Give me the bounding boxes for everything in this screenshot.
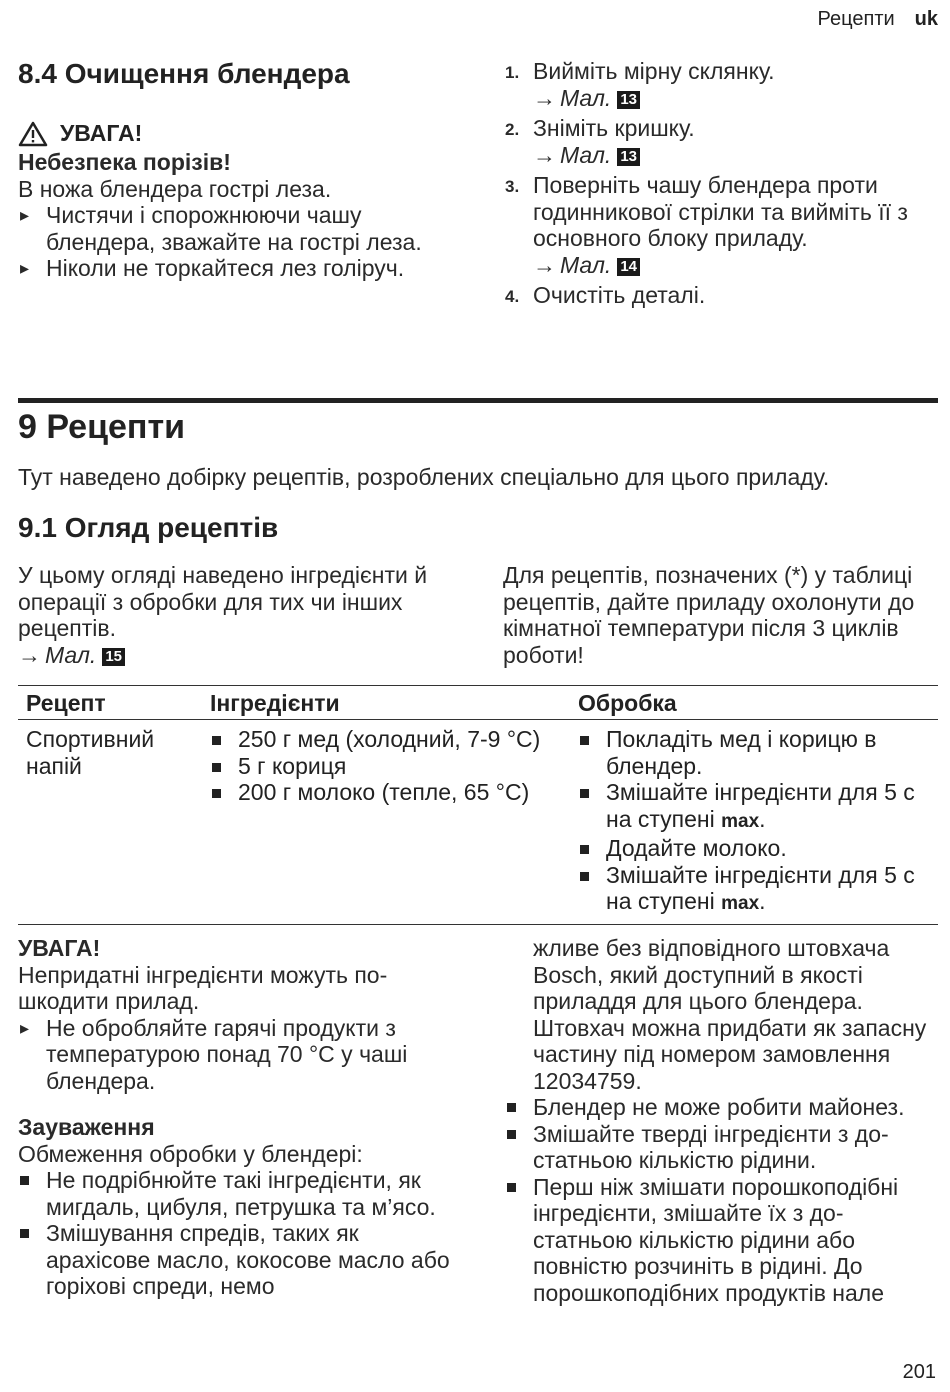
arrow-right-icon: → <box>18 641 41 668</box>
section-8-4-title: 8.4 Очищення блендера <box>18 58 350 89</box>
processing-step-text: Покладіть мед і корицю в блендер. <box>606 726 877 779</box>
processing-list <box>578 726 930 918</box>
figure-badge: 13 <box>617 91 640 109</box>
section-9-1-right: Для рецептів, позначених (*) у таблиці рецептів, дайте приладу охолонути до кімнатної температури після 3 циклів роботи! <box>503 562 915 668</box>
caution-bullets <box>18 1015 458 1095</box>
step-text: Очистіть деталі. <box>533 282 706 308</box>
figure-reference <box>533 142 935 169</box>
step-end: . <box>759 805 766 832</box>
processing-step-text: Змішайте інгредієнти для 5 с на ступені <box>606 779 915 832</box>
step-item <box>505 282 935 309</box>
processing-cell <box>570 720 938 924</box>
processing-step-text: Додайте молоко. <box>606 835 787 861</box>
step-item <box>505 115 935 168</box>
table-row <box>18 720 938 924</box>
section-9-1-title: 9.1 Огляд рецептів <box>18 512 279 543</box>
col-header-processing: Обробка <box>570 686 938 720</box>
ref-label: Мал. <box>560 141 612 168</box>
notes-list-left <box>18 1167 458 1300</box>
note-item: Змішування спредів, таких як арахісове масло, кокосове масло або горіхові спреди, немо <box>18 1220 458 1300</box>
step-number: 4. <box>505 287 520 306</box>
figure-reference <box>533 252 935 279</box>
note-item: Не подрібнюйте такі інгредієнти, як мигдаль, цибуля, петрушка та м’ясо. <box>18 1167 458 1220</box>
page-number: 201 <box>902 1361 936 1383</box>
col-header-recipe: Рецепт <box>18 686 202 720</box>
step-text: Вийміть мірну склянку. <box>533 58 775 84</box>
notes-title: Зауваження <box>18 1114 155 1140</box>
note-item: Блендер не може робити майонез. <box>505 1094 935 1121</box>
step-number: 1. <box>505 63 520 82</box>
header-lang: uk <box>914 8 938 30</box>
notes-right-column <box>505 935 935 1306</box>
ingredient-item: 5 г кориця <box>210 753 562 780</box>
processing-step <box>578 835 930 862</box>
figure-reference <box>533 85 935 112</box>
speed-level: max <box>721 893 760 914</box>
chapter-9-title: 9 Рецепти <box>18 408 185 446</box>
ref-label: Мал. <box>560 251 612 278</box>
processing-step <box>578 862 930 918</box>
notes-left-column <box>18 935 458 1300</box>
ref-label: Мал. <box>560 84 612 111</box>
chapter-rule <box>18 398 938 403</box>
figure-badge: 15 <box>102 648 125 666</box>
section-8-4-steps <box>505 58 935 313</box>
step-text: Зніміть кришку. <box>533 115 695 141</box>
notes-intro: Обмеження обробки у блендері: <box>18 1140 363 1167</box>
recipe-table <box>18 686 938 924</box>
figure-reference <box>18 642 463 669</box>
processing-step <box>578 726 930 779</box>
step-number: 2. <box>505 120 520 139</box>
warning-triangle-icon <box>18 121 48 147</box>
hazard-bullet: ▸ Чистячи і спорожнюючи чашу блендера, зважайте на гострі леза. <box>18 202 458 255</box>
table-bottom-rule <box>18 924 938 925</box>
section-8-4-left <box>18 58 458 282</box>
figure-badge: 13 <box>617 148 640 166</box>
note-item: Змішайте тверді інгредієнти з достатньою кількістю рідини. <box>505 1121 935 1174</box>
overview-text: У цьому огляді наведено інгредієнти й операції з обробки для тих чи інших рецептів. <box>18 562 428 641</box>
section-9-1-left <box>18 562 463 668</box>
caution-text: Непридатні інгредієнти можуть пошкодити прилад. <box>18 961 388 1014</box>
ingredients-cell <box>202 720 570 924</box>
col-header-ingredients: Інгредієнти <box>202 686 570 720</box>
note-item: Перш ніж змішати порошкоподібні інгредієнти, змішайте їх з достатньою кількістю рідини або повністю розчиніть в рідині. До порошкоподібних продуктів нале <box>505 1174 935 1307</box>
table-header-row <box>18 686 938 720</box>
ingredient-item: 200 г молоко (тепле, 65 °C) <box>210 779 562 806</box>
arrow-right-icon: → <box>533 251 556 278</box>
processing-step <box>578 779 930 835</box>
hazard-bullet: ▸ Ніколи не торкайтеся лез голіруч. <box>18 255 458 282</box>
warning-label: УВАГА! <box>60 120 143 146</box>
cleaning-steps <box>505 58 935 309</box>
figure-badge: 14 <box>617 258 640 276</box>
warning-heading <box>18 120 458 147</box>
ingredients-list <box>210 726 562 806</box>
header-section: Рецепти <box>817 8 895 30</box>
caution-label: УВАГА! <box>18 935 101 961</box>
processing-step-text: Змішайте інгредієнти для 5 с на ступені <box>606 861 915 914</box>
step-end: . <box>759 888 766 914</box>
ref-label: Мал. <box>45 641 97 668</box>
notes-list-right <box>505 1094 935 1306</box>
step-item <box>505 58 935 111</box>
speed-level: max <box>721 810 760 832</box>
arrow-right-icon: → <box>533 84 556 111</box>
recipe-name: Спортивний напій <box>26 726 155 779</box>
hazard-bullets <box>18 202 458 282</box>
note-continuation: жливе без відповідного штовхача Bosch, який доступний в якості приладдя для цього блендера. Штовхач можна придбати як запасну частину під номером замовлення 12034759. <box>533 935 927 1094</box>
hazard-text: В ножа блендера гострі леза. <box>18 175 332 202</box>
chapter-9-intro: Тут наведено добірку рецептів, розроблених спеціально для цього приладу. <box>18 464 830 490</box>
step-text: Поверніть чашу блендера проти годинникової стрілки та вийміть її з основного блоку приладу. <box>533 172 908 251</box>
hazard-title: Небезпека порізів! <box>18 149 231 175</box>
step-number: 3. <box>505 177 520 196</box>
step-item <box>505 172 935 278</box>
running-header <box>818 8 938 31</box>
recipe-table-wrap <box>18 685 938 925</box>
caution-bullet: ▸ Не обробляйте гарячі продукти з температурою понад 70 °C у чаші блендера. <box>18 1015 458 1095</box>
arrow-right-icon: → <box>533 141 556 168</box>
ingredient-item: 250 г мед (холодний, 7-9 °C) <box>210 726 562 753</box>
